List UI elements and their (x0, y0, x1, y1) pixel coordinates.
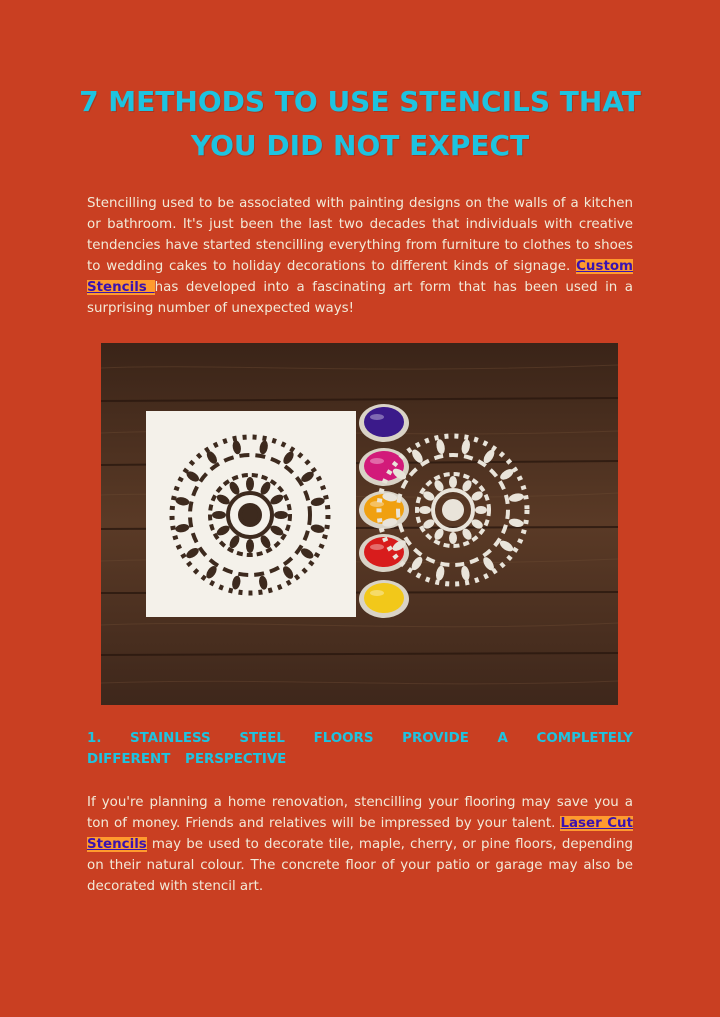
stencil-photo (101, 343, 618, 705)
mandala-petal (449, 476, 457, 488)
title-line-2: YOU DID NOT EXPECT (190, 129, 530, 162)
mandala-petal (212, 511, 226, 519)
paint-pots (359, 404, 409, 618)
intro-paragraph (87, 193, 633, 319)
section-1-text-after-link: may be used to decorate tile, maple, cherry, or pine floors, depending on their natural colour. The concrete floor of your patio or garage may also be decorated with stencil art. (87, 837, 633, 894)
mandala-petal (419, 506, 431, 514)
intro-text-before-link: Stencilling used to be associated with painting designs on the walls of a kitchen or bathroom. It's just been the last two decades that individuals with creative tendencies have started stencilling everything from furniture to clothes to shoes to wedding cakes to holiday decorations to different kinds of signage. (87, 196, 633, 274)
paint-pot (359, 580, 409, 618)
title-line-1: 7 METHODS TO USE STENCILS THAT (79, 85, 641, 118)
intro-text-after-link: has developed into a fascinating art form that has been used in a surprising number of unexpected ways! (87, 280, 633, 316)
mandala-petal (475, 506, 487, 514)
paint-pot (359, 404, 409, 442)
section-1-paragraph (87, 792, 633, 897)
laser-cut-stencils-link[interactable]: Laser Cut Stencils (87, 816, 633, 852)
stencil-card (146, 411, 356, 617)
mandala-petal (274, 511, 288, 519)
section-1-heading: 1. STAINLESS STEEL FLOORS PROVIDE A COMPLETELY DIFFERENT PERSPECTIVE (87, 731, 633, 767)
mandala-petal (246, 539, 254, 553)
mandala-petal (449, 532, 457, 544)
mandala-petal (246, 477, 254, 491)
document-title (60, 80, 660, 168)
custom-stencils-link[interactable]: Custom Stencils (87, 259, 633, 295)
section-1-text-before-link: If you're planning a home renovation, stencilling your flooring may save you a ton of money. Friends and relatives will be impressed by your talent. (87, 795, 633, 831)
